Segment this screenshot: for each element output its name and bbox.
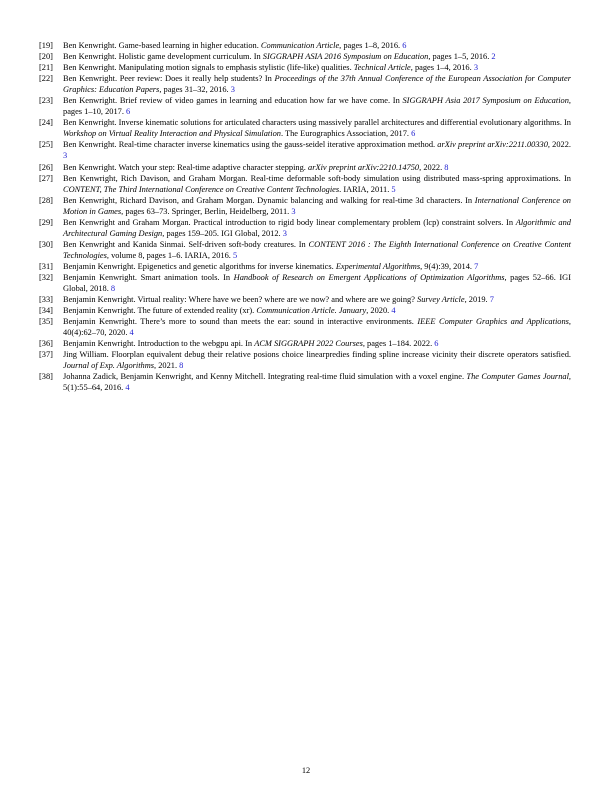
reference-entry — [39, 371, 571, 393]
reference-number: [20] — [39, 52, 53, 62]
reference-venue: Communication Article — [260, 41, 340, 50]
reference-number: [24] — [39, 118, 53, 128]
reference-text: , pages 1–184. 2022. — [362, 339, 435, 349]
reference-entry — [39, 73, 571, 95]
reference-entry — [39, 294, 571, 305]
reference-text: Benjamin Kenwright. Virtual reality: Where have we been? where are we now? and where are we going? — [63, 295, 418, 305]
reference-venue: Proceedings of the 37th Annual Conference of the European Association for Computer Graphics: Education Papers — [63, 74, 571, 95]
reference-venue: Journal of Exp. Algorithms — [63, 361, 155, 371]
back-reference-link[interactable]: 8 — [179, 361, 184, 371]
back-reference-link[interactable]: 4 — [125, 383, 130, 393]
reference-text: Ben Kenwright. Inverse kinematic solutions for articulated characters using massively parallel architectures and differential evolutionary algorithms. In — [63, 118, 571, 128]
reference-text: Ben Kenwright. Real-time character inverse kinematics using the gauss-seidel iterative approximation method. — [63, 140, 438, 150]
reference-venue: Workshop on Virtual Reality Interaction and Physical Simulation — [63, 129, 281, 139]
reference-text: Jing William. Floorplan equivalent debug their relative posions choice linearpredies finding spline increase vicinity their discrete operators satisfied. — [63, 350, 571, 360]
back-reference-link[interactable]: 6 — [411, 129, 416, 139]
reference-entry — [39, 316, 571, 338]
reference-number: [34] — [39, 306, 53, 316]
back-reference-link[interactable]: 6 — [434, 339, 439, 349]
reference-venue: The Computer Games Journal — [466, 372, 569, 382]
reference-entry — [39, 117, 571, 139]
reference-text: Benjamin Kenwright. Epigenetics and genetic algorithms for inverse kinematics. — [63, 261, 336, 271]
reference-number: [36] — [39, 339, 53, 349]
reference-text: Benjamin Kenwright. There’s more to sound than meets the ear: sound in interactive environments. — [63, 317, 418, 327]
reference-venue: arXiv preprint arXiv:2211.00330 — [437, 140, 548, 150]
reference-text: . The Eurographics Association, 2017. — [280, 129, 412, 139]
reference-entry — [39, 272, 571, 294]
reference-text: Ben Kenwright. Peer review: Does it really help students? In — [63, 74, 275, 84]
reference-number: [19] — [39, 41, 53, 50]
reference-text: Benjamin Kenwright. The future of extended reality (xr). — [63, 306, 257, 316]
reference-entry — [39, 162, 571, 173]
reference-venue: Communication Article. January — [256, 306, 367, 316]
reference-text: Ben Kenwright and Kanida Sinmai. Self-driven soft-body creatures. In — [63, 239, 309, 249]
reference-entry — [39, 173, 571, 195]
reference-venue: CONTENT 2016 : The Eighth International Conference on Creative Content Technologies — [63, 239, 572, 260]
back-reference-link[interactable]: 3 — [63, 151, 68, 161]
reference-number: [37] — [39, 350, 53, 360]
reference-number: [25] — [39, 140, 53, 150]
reference-number: [28] — [39, 195, 53, 205]
reference-text: , 2019. — [464, 295, 490, 305]
reference-number: [35] — [39, 317, 53, 327]
reference-text: Ben Kenwright. Manipulating motion signals to emphasis stylistic (life-like) qualities. — [63, 63, 354, 73]
reference-number: [30] — [39, 239, 53, 249]
reference-text: , 2022. — [419, 162, 445, 172]
back-reference-link[interactable]: 7 — [489, 295, 494, 305]
reference-entry — [39, 349, 571, 371]
reference-number: [26] — [39, 162, 53, 172]
reference-text: , pages 63–73. Springer, Berlin, Heidelberg, 2011. — [121, 206, 292, 216]
reference-text: , pages 1–5, 2016. — [428, 52, 492, 62]
reference-venue: CONTENT, The Third International Conference on Creative Content Technologies — [63, 184, 340, 194]
reference-entry — [39, 40, 571, 51]
reference-text: , pages 1–8, 2016. — [339, 41, 403, 50]
back-reference-link[interactable]: 2 — [491, 52, 496, 62]
back-reference-link[interactable]: 3 — [282, 228, 287, 238]
back-reference-link[interactable]: 3 — [291, 206, 296, 216]
reference-entry — [39, 62, 571, 73]
reference-text: Benjamin Kenwright. Introduction to the webgpu api. In — [63, 339, 255, 349]
reference-number: [22] — [39, 74, 53, 84]
reference-entry — [39, 51, 571, 62]
reference-text: , 40(4):62–70, 2020. — [63, 317, 572, 338]
reference-entry — [39, 239, 571, 261]
reference-text: Ben Kenwright. Watch your step: Real-time adaptive character stepping. — [63, 162, 308, 172]
reference-entry — [39, 95, 571, 117]
page-number: 12 — [301, 766, 311, 775]
reference-entry — [39, 195, 571, 217]
back-reference-link[interactable]: 8 — [110, 284, 116, 294]
reference-text: Ben Kenwright. Brief review of video games in learning and education how far we have come. In — [63, 96, 403, 106]
reference-number: [38] — [39, 372, 53, 382]
back-reference-link[interactable]: 4 — [391, 306, 396, 316]
reference-venue: SIGGRAPH ASIA 2016 Symposium on Education — [262, 52, 429, 62]
reference-text: . IARIA, 2011. — [339, 184, 392, 194]
reference-entry — [39, 217, 571, 239]
reference-number: [23] — [39, 96, 53, 106]
reference-entry — [39, 139, 571, 161]
reference-text: , 5(1):55–64, 2016. — [63, 372, 571, 393]
reference-venue: Experimental Algorithms — [335, 261, 421, 271]
references-list — [39, 40, 571, 394]
back-reference-link[interactable]: 8 — [444, 162, 449, 172]
reference-venue: IEEE Computer Graphics and Applications — [417, 317, 569, 327]
reference-text: , 9(4):39, 2014. — [420, 261, 475, 271]
reference-text: , pages 1–4, 2016. — [410, 63, 474, 73]
reference-text: Johanna Zadick, Benjamin Kenwright, and Kenny Mitchell. Integrating real-time fluid simulation with a voxel engine. — [63, 372, 467, 382]
reference-text: , 2022. — [547, 140, 571, 150]
reference-text: Benjamin Kenwright. Smart animation tools. In — [63, 272, 234, 282]
back-reference-link[interactable]: 4 — [129, 328, 134, 338]
reference-number: [21] — [39, 63, 53, 73]
reference-text: , pages 52–66. IGI Global, 2018. — [63, 272, 571, 294]
reference-text: , pages 1–10, 2017. — [63, 96, 571, 117]
reference-number: [32] — [39, 272, 53, 282]
reference-entry — [39, 305, 571, 316]
reference-text: , 2020. — [366, 306, 392, 316]
reference-text: Ben Kenwright, Richard Davison, and Graham Morgan. Dynamic balancing and walking for real-time 3d characters. In — [63, 195, 475, 205]
reference-venue: SIGGRAPH Asia 2017 Symposium on Education — [402, 96, 569, 106]
reference-text: Ben Kenwright. Game-based learning in higher education. — [63, 41, 261, 50]
back-reference-link[interactable]: 5 — [391, 184, 396, 194]
reference-venue: Handbook of Research on Emergent Applications of Optimization Algorithms — [233, 272, 505, 282]
reference-entry — [39, 261, 571, 272]
reference-entry — [39, 338, 571, 349]
reference-text: , 2021. — [154, 361, 180, 371]
reference-number: [29] — [39, 217, 53, 227]
reference-number: [31] — [39, 261, 53, 271]
back-reference-link[interactable]: 3 — [473, 63, 478, 73]
back-reference-link[interactable]: 3 — [230, 85, 235, 95]
reference-number: [27] — [39, 173, 53, 183]
reference-text: , volume 8, pages 1–6. IARIA, 2016. — [106, 250, 233, 260]
back-reference-link[interactable]: 7 — [474, 261, 479, 271]
reference-venue: arXiv preprint arXiv:2210.14750 — [308, 162, 420, 172]
back-reference-link[interactable]: 6 — [402, 41, 407, 50]
reference-text: , pages 31–32, 2016. — [159, 85, 231, 95]
reference-text: Ben Kenwright and Graham Morgan. Practical introduction to rigid body linear complementary problem (lcp) constraint solvers. In — [63, 217, 516, 227]
reference-venue: ACM SIGGRAPH 2022 Courses — [254, 339, 363, 349]
back-reference-link[interactable]: 6 — [126, 107, 131, 117]
reference-venue: Technical Article — [353, 63, 411, 73]
reference-number: [33] — [39, 295, 53, 305]
reference-text: , pages 159–205. IGI Global, 2012. — [162, 228, 283, 238]
back-reference-link[interactable]: 5 — [232, 250, 238, 260]
reference-venue: Algorithmic and Architectural Gaming Design — [63, 217, 571, 238]
reference-text: Ben Kenwright, Rich Davison, and Graham Morgan. Real-time deformable soft-body simulation using distributed mass-spring approximations. In — [63, 173, 571, 183]
reference-text: Ben Kenwright. Holistic game development curriculum. In — [63, 52, 263, 62]
reference-venue: International Conference on Motion in Games — [63, 195, 571, 216]
reference-venue: Survey Article — [417, 295, 465, 305]
